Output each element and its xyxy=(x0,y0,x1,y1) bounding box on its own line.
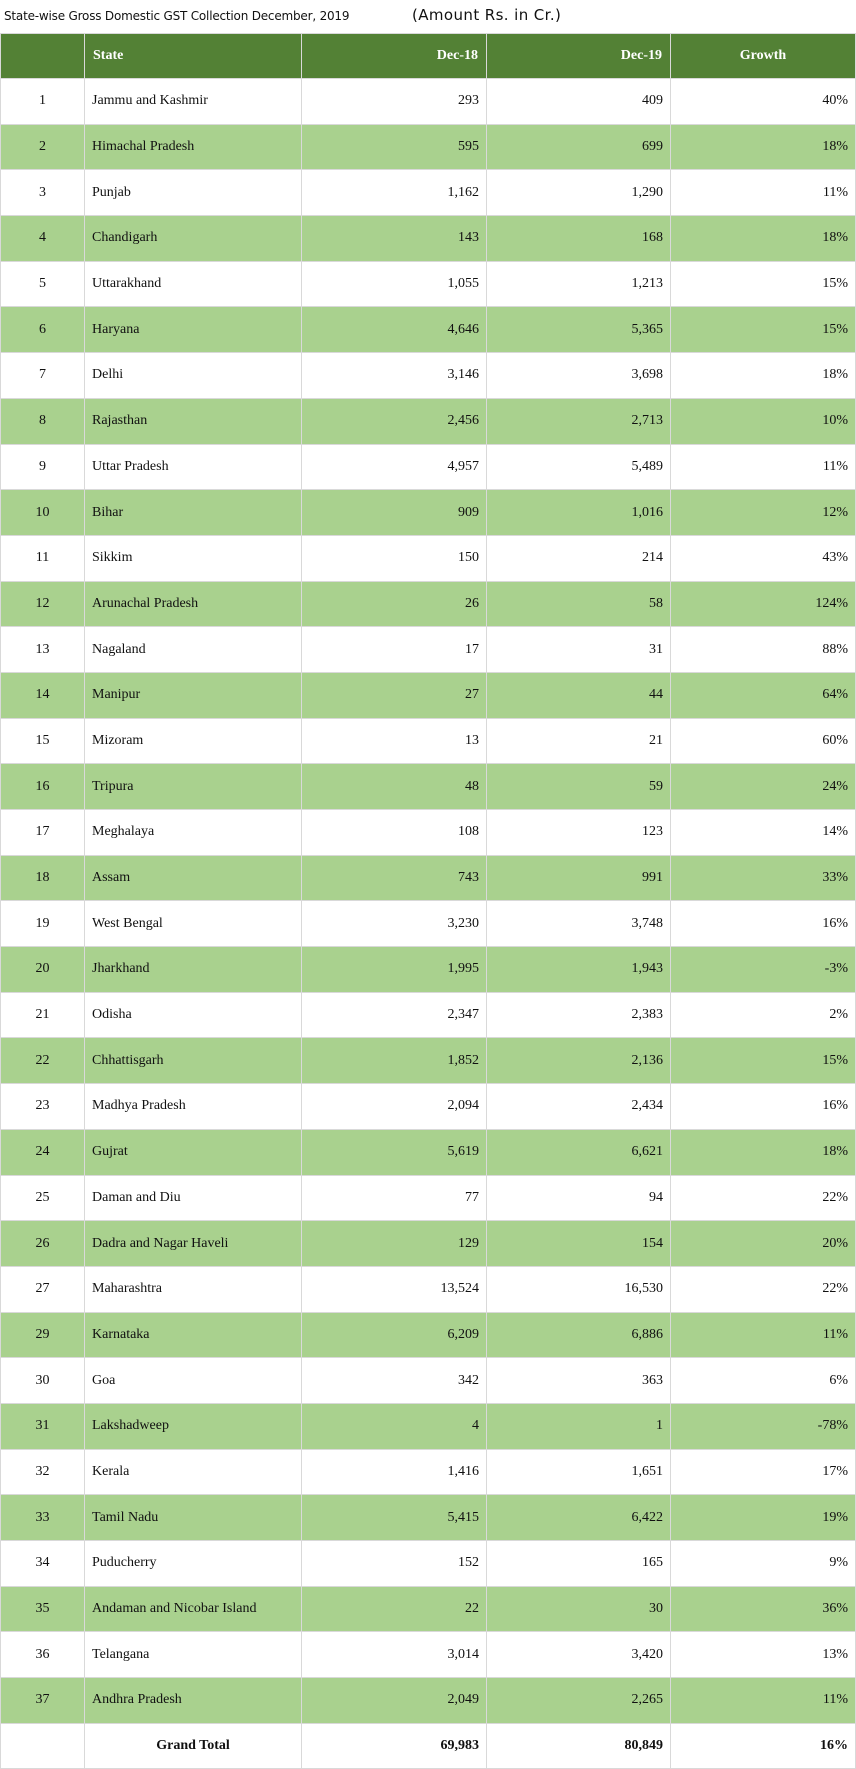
state-name: Andhra Pradesh xyxy=(85,1678,302,1724)
dec18-value: 152 xyxy=(302,1541,487,1587)
dec18-value: 26 xyxy=(302,581,487,627)
dec19-value: 5,489 xyxy=(487,444,671,490)
state-name: Gujrat xyxy=(85,1129,302,1175)
table-row xyxy=(1,1221,856,1267)
dec18-value: 2,347 xyxy=(302,992,487,1038)
growth-value: 9% xyxy=(671,1541,856,1587)
growth-value: 60% xyxy=(671,718,856,764)
growth-value: 15% xyxy=(671,307,856,353)
state-name: Uttarakhand xyxy=(85,261,302,307)
dec19-value: 6,422 xyxy=(487,1495,671,1541)
state-name: Bihar xyxy=(85,490,302,536)
state-name: Manipur xyxy=(85,672,302,718)
dec18-value: 143 xyxy=(302,216,487,262)
state-name: Arunachal Pradesh xyxy=(85,581,302,627)
growth-value: 11% xyxy=(671,1312,856,1358)
row-number: 23 xyxy=(1,1084,85,1130)
dec19-value: 2,136 xyxy=(487,1038,671,1084)
dec19-value: 168 xyxy=(487,216,671,262)
row-number: 31 xyxy=(1,1403,85,1449)
table-row xyxy=(1,810,856,856)
table-row xyxy=(1,581,856,627)
table-row xyxy=(1,353,856,399)
state-name: Jammu and Kashmir xyxy=(85,79,302,125)
table-row xyxy=(1,124,856,170)
dec18-value: 293 xyxy=(302,79,487,125)
header-number xyxy=(1,34,85,79)
dec19-value: 214 xyxy=(487,535,671,581)
row-number: 25 xyxy=(1,1175,85,1221)
row-number: 17 xyxy=(1,810,85,856)
growth-value: 14% xyxy=(671,810,856,856)
table-row xyxy=(1,901,856,947)
growth-value: 88% xyxy=(671,627,856,673)
state-name: Meghalaya xyxy=(85,810,302,856)
state-name: Lakshadweep xyxy=(85,1403,302,1449)
row-number: 8 xyxy=(1,398,85,444)
dec19-value: 2,265 xyxy=(487,1678,671,1724)
growth-value: 10% xyxy=(671,398,856,444)
dec19-value: 2,713 xyxy=(487,398,671,444)
table-row xyxy=(1,444,856,490)
dec18-value: 17 xyxy=(302,627,487,673)
row-number: 7 xyxy=(1,353,85,399)
state-name: Delhi xyxy=(85,353,302,399)
state-name: Sikkim xyxy=(85,535,302,581)
state-name: Rajasthan xyxy=(85,398,302,444)
dec19-value: 154 xyxy=(487,1221,671,1267)
table-row xyxy=(1,1175,856,1221)
row-number: 4 xyxy=(1,216,85,262)
dec18-value: 3,230 xyxy=(302,901,487,947)
state-name: Madhya Pradesh xyxy=(85,1084,302,1130)
dec18-value: 1,852 xyxy=(302,1038,487,1084)
dec19-value: 3,698 xyxy=(487,353,671,399)
growth-value: 36% xyxy=(671,1586,856,1632)
dec19-value: 1 xyxy=(487,1403,671,1449)
table-row xyxy=(1,764,856,810)
state-name: Odisha xyxy=(85,992,302,1038)
state-name: Daman and Diu xyxy=(85,1175,302,1221)
dec19-value: 5,365 xyxy=(487,307,671,353)
dec18-value: 5,415 xyxy=(302,1495,487,1541)
row-number: 21 xyxy=(1,992,85,1038)
dec18-value: 1,055 xyxy=(302,261,487,307)
row-number: 16 xyxy=(1,764,85,810)
state-name: Maharashtra xyxy=(85,1266,302,1312)
row-number: 30 xyxy=(1,1358,85,1404)
table-row xyxy=(1,627,856,673)
row-number: 13 xyxy=(1,627,85,673)
dec18-value: 2,456 xyxy=(302,398,487,444)
dec19-value: 44 xyxy=(487,672,671,718)
growth-value: 24% xyxy=(671,764,856,810)
dec18-value: 22 xyxy=(302,1586,487,1632)
table-row xyxy=(1,1586,856,1632)
table-row xyxy=(1,216,856,262)
table-row xyxy=(1,490,856,536)
table-row xyxy=(1,718,856,764)
header-state: State xyxy=(85,34,302,79)
gst-collection-table xyxy=(0,33,856,1769)
growth-value: 33% xyxy=(671,855,856,901)
growth-value: 40% xyxy=(671,79,856,125)
table-row xyxy=(1,79,856,125)
state-name: Goa xyxy=(85,1358,302,1404)
dec18-value: 4,646 xyxy=(302,307,487,353)
dec18-value: 1,416 xyxy=(302,1449,487,1495)
row-number: 20 xyxy=(1,947,85,993)
row-number: 33 xyxy=(1,1495,85,1541)
dec18-value: 1,162 xyxy=(302,170,487,216)
growth-value: 11% xyxy=(671,444,856,490)
state-name: Haryana xyxy=(85,307,302,353)
dec18-value: 909 xyxy=(302,490,487,536)
dec19-value: 1,016 xyxy=(487,490,671,536)
growth-value: 15% xyxy=(671,261,856,307)
dec18-value: 4 xyxy=(302,1403,487,1449)
dec18-value: 13 xyxy=(302,718,487,764)
growth-value: 2% xyxy=(671,992,856,1038)
growth-value: 16% xyxy=(671,901,856,947)
growth-value: 22% xyxy=(671,1175,856,1221)
state-name: Andaman and Nicobar Island xyxy=(85,1586,302,1632)
row-number: 5 xyxy=(1,261,85,307)
state-name: Tamil Nadu xyxy=(85,1495,302,1541)
growth-value: -3% xyxy=(671,947,856,993)
table-row xyxy=(1,1358,856,1404)
table-row xyxy=(1,1038,856,1084)
dec18-value: 595 xyxy=(302,124,487,170)
header-dec18: Dec-18 xyxy=(302,34,487,79)
table-row xyxy=(1,1678,856,1724)
dec19-value: 30 xyxy=(487,1586,671,1632)
growth-value: 11% xyxy=(671,1678,856,1724)
table-row xyxy=(1,170,856,216)
dec18-value: 6,209 xyxy=(302,1312,487,1358)
dec18-value: 48 xyxy=(302,764,487,810)
dec19-value: 2,383 xyxy=(487,992,671,1038)
dec18-value: 342 xyxy=(302,1358,487,1404)
dec19-value: 16,530 xyxy=(487,1266,671,1312)
total-number xyxy=(1,1723,85,1769)
amount-unit-note: (Amount Rs. in Cr.) xyxy=(412,6,562,24)
state-name: Assam xyxy=(85,855,302,901)
table-row xyxy=(1,261,856,307)
table-row xyxy=(1,1495,856,1541)
title-row xyxy=(0,0,856,34)
row-number: 32 xyxy=(1,1449,85,1495)
dec18-value: 108 xyxy=(302,810,487,856)
dec18-value: 77 xyxy=(302,1175,487,1221)
dec19-value: 1,290 xyxy=(487,170,671,216)
dec18-value: 150 xyxy=(302,535,487,581)
growth-value: 64% xyxy=(671,672,856,718)
growth-value: 19% xyxy=(671,1495,856,1541)
dec18-value: 4,957 xyxy=(302,444,487,490)
document-title: State-wise Gross Domestic GST Collection December, 2019 xyxy=(4,9,350,23)
row-number: 24 xyxy=(1,1129,85,1175)
row-number: 3 xyxy=(1,170,85,216)
dec18-value: 2,094 xyxy=(302,1084,487,1130)
dec18-value: 1,995 xyxy=(302,947,487,993)
state-name: Uttar Pradesh xyxy=(85,444,302,490)
row-number: 12 xyxy=(1,581,85,627)
grand-total-label: Grand Total xyxy=(85,1723,302,1769)
growth-value: 124% xyxy=(671,581,856,627)
dec19-value: 409 xyxy=(487,79,671,125)
growth-value: 20% xyxy=(671,1221,856,1267)
grand-total-row xyxy=(1,1723,856,1769)
table-row xyxy=(1,1449,856,1495)
growth-value: 22% xyxy=(671,1266,856,1312)
dec19-value: 991 xyxy=(487,855,671,901)
dec19-value: 3,748 xyxy=(487,901,671,947)
growth-value: 17% xyxy=(671,1449,856,1495)
dec19-value: 6,621 xyxy=(487,1129,671,1175)
dec18-value: 3,146 xyxy=(302,353,487,399)
row-number: 18 xyxy=(1,855,85,901)
growth-value: 18% xyxy=(671,1129,856,1175)
table-row xyxy=(1,947,856,993)
state-name: Nagaland xyxy=(85,627,302,673)
row-number: 35 xyxy=(1,1586,85,1632)
row-number: 9 xyxy=(1,444,85,490)
growth-value: 12% xyxy=(671,490,856,536)
growth-value: 13% xyxy=(671,1632,856,1678)
dec18-value: 27 xyxy=(302,672,487,718)
table-body xyxy=(1,79,856,1769)
dec19-value: 6,886 xyxy=(487,1312,671,1358)
state-name: Mizoram xyxy=(85,718,302,764)
state-name: Jharkhand xyxy=(85,947,302,993)
table-row xyxy=(1,1266,856,1312)
table-row xyxy=(1,1312,856,1358)
state-name: Karnataka xyxy=(85,1312,302,1358)
dec19-value: 363 xyxy=(487,1358,671,1404)
row-number: 10 xyxy=(1,490,85,536)
dec18-value: 13,524 xyxy=(302,1266,487,1312)
dec18-value: 129 xyxy=(302,1221,487,1267)
row-number: 29 xyxy=(1,1312,85,1358)
state-name: Tripura xyxy=(85,764,302,810)
row-number: 36 xyxy=(1,1632,85,1678)
table-row xyxy=(1,535,856,581)
dec18-value: 5,619 xyxy=(302,1129,487,1175)
table-row xyxy=(1,398,856,444)
dec19-value: 1,651 xyxy=(487,1449,671,1495)
total-dec19-value: 80,849 xyxy=(487,1723,671,1769)
total-growth-value: 16% xyxy=(671,1723,856,1769)
state-name: Chandigarh xyxy=(85,216,302,262)
dec19-value: 699 xyxy=(487,124,671,170)
header-growth: Growth xyxy=(671,34,856,79)
dec19-value: 58 xyxy=(487,581,671,627)
table-row xyxy=(1,1403,856,1449)
table-row xyxy=(1,1541,856,1587)
dec19-value: 2,434 xyxy=(487,1084,671,1130)
table-row xyxy=(1,672,856,718)
table-header-row xyxy=(1,34,856,79)
growth-value: -78% xyxy=(671,1403,856,1449)
growth-value: 11% xyxy=(671,170,856,216)
table-row xyxy=(1,1632,856,1678)
state-name: Dadra and Nagar Haveli xyxy=(85,1221,302,1267)
dec19-value: 1,213 xyxy=(487,261,671,307)
row-number: 6 xyxy=(1,307,85,353)
dec19-value: 94 xyxy=(487,1175,671,1221)
row-number: 14 xyxy=(1,672,85,718)
row-number: 15 xyxy=(1,718,85,764)
table-row xyxy=(1,1084,856,1130)
dec19-value: 3,420 xyxy=(487,1632,671,1678)
growth-value: 18% xyxy=(671,216,856,262)
dec19-value: 31 xyxy=(487,627,671,673)
row-number: 26 xyxy=(1,1221,85,1267)
state-name: West Bengal xyxy=(85,901,302,947)
dec19-value: 59 xyxy=(487,764,671,810)
total-dec18-value: 69,983 xyxy=(302,1723,487,1769)
growth-value: 18% xyxy=(671,353,856,399)
row-number: 11 xyxy=(1,535,85,581)
row-number: 1 xyxy=(1,79,85,125)
state-name: Puducherry xyxy=(85,1541,302,1587)
growth-value: 6% xyxy=(671,1358,856,1404)
growth-value: 18% xyxy=(671,124,856,170)
dec18-value: 2,049 xyxy=(302,1678,487,1724)
dec18-value: 743 xyxy=(302,855,487,901)
dec19-value: 123 xyxy=(487,810,671,856)
row-number: 22 xyxy=(1,1038,85,1084)
growth-value: 16% xyxy=(671,1084,856,1130)
dec19-value: 21 xyxy=(487,718,671,764)
row-number: 27 xyxy=(1,1266,85,1312)
dec19-value: 1,943 xyxy=(487,947,671,993)
row-number: 37 xyxy=(1,1678,85,1724)
growth-value: 15% xyxy=(671,1038,856,1084)
row-number: 34 xyxy=(1,1541,85,1587)
state-name: Kerala xyxy=(85,1449,302,1495)
dec19-value: 165 xyxy=(487,1541,671,1587)
state-name: Himachal Pradesh xyxy=(85,124,302,170)
dec18-value: 3,014 xyxy=(302,1632,487,1678)
row-number: 19 xyxy=(1,901,85,947)
state-name: Punjab xyxy=(85,170,302,216)
state-name: Telangana xyxy=(85,1632,302,1678)
table-row xyxy=(1,992,856,1038)
table-row xyxy=(1,1129,856,1175)
table-row xyxy=(1,307,856,353)
row-number: 2 xyxy=(1,124,85,170)
table-row xyxy=(1,855,856,901)
growth-value: 43% xyxy=(671,535,856,581)
state-name: Chhattisgarh xyxy=(85,1038,302,1084)
header-dec19: Dec-19 xyxy=(487,34,671,79)
